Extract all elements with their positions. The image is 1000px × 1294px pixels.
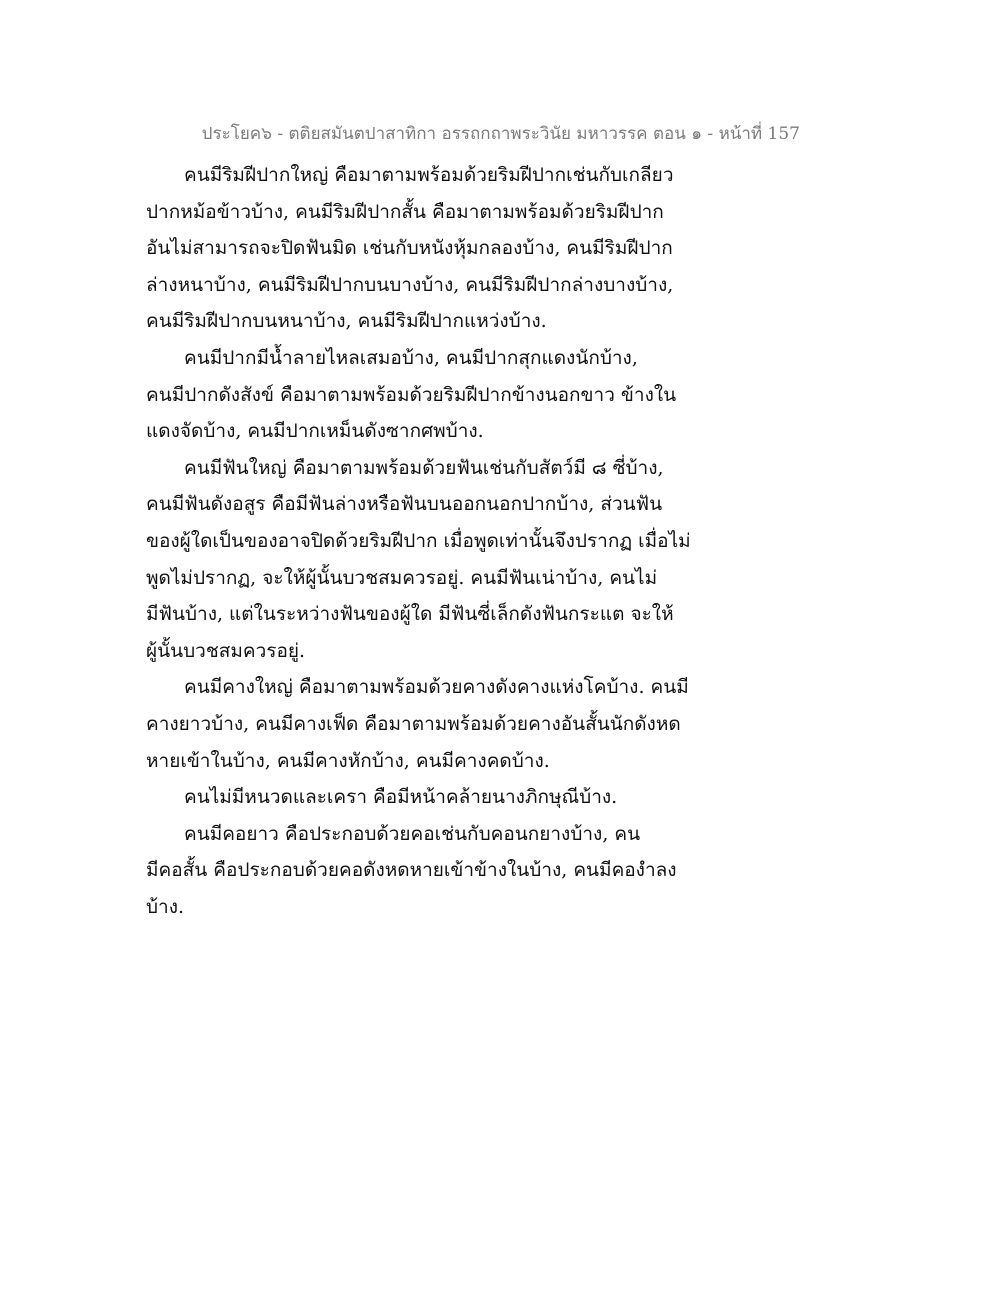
text-line: คนมีฟันดังอสูร คือมีฟันล่างหรือฟันบนออกนอกปากบ้าง, ส่วนฟัน bbox=[146, 493, 663, 516]
text-line: คนมีริมฝีปากใหญ่ คือมาตามพร้อมด้วยริมฝีปากเช่นกับเกลียว bbox=[184, 164, 674, 186]
text-line: พูดไม่ปรากฏ, จะให้ผู้นั้นบวชสมควรอยู่. คนมีฟันเน่าบ้าง, คนไม่ bbox=[146, 566, 658, 589]
running-header: ประโยค๖ - ตติยสมันตปาสาทิกา อรรถกถาพระวินัย มหาวรรค ตอน ๑ - หน้าที่ 157 bbox=[201, 124, 800, 144]
text-line: มีฟันบ้าง, แต่ในระหว่างฟันของผู้ใด มีฟันซี่เล็กดังฟันกระแต จะให้ bbox=[146, 603, 674, 626]
paragraph-lips bbox=[146, 157, 706, 340]
paragraph-mouth bbox=[146, 340, 706, 450]
text-line: คนมีคอยาว คือประกอบด้วยคอเช่นกับคอนกยางบ้าง, คน bbox=[184, 822, 641, 845]
text-line: หายเข้าในบ้าง, คนมีคางหักบ้าง, คนมีคางคดบ้าง. bbox=[146, 749, 550, 772]
text-line: ผู้นั้นบวชสมควรอยู่. bbox=[146, 639, 306, 662]
text-line: คนไม่มีหนวดและเครา คือมีหน้าคล้ายนางภิกษุณีบ้าง. bbox=[184, 786, 618, 809]
text-line: ล่างหนาบ้าง, คนมีริมฝีปากบนบางบ้าง, คนมีริมฝีปากล่างบางบ้าง, bbox=[146, 273, 674, 296]
text-line: อันไม่สามารถจะปิดฟันมิด เช่นกับหนังหุ้มกลองบ้าง, คนมีริมฝีปาก bbox=[146, 237, 673, 260]
paragraph-beard bbox=[146, 779, 706, 816]
body-text bbox=[146, 157, 706, 925]
text-line: มีคอสั้น คือประกอบด้วยคอดังหดหายเข้าข้างในบ้าง, คนมีคองำลง bbox=[146, 859, 677, 882]
text-line: ของผู้ใดเป็นของอาจปิดด้วยริมฝีปาก เมื่อพูดเท่านั้นจึงปรากฏ เมื่อไม่ bbox=[146, 529, 691, 552]
text-line: คนมีริมฝีปากบนหนาบ้าง, คนมีริมฝีปากแหว่งบ้าง. bbox=[146, 310, 547, 333]
text-line: บ้าง. bbox=[146, 895, 185, 918]
text-line: ปากหม้อข้าวบ้าง, คนมีริมฝีปากสั้น คือมาตามพร้อมด้วยริมฝีปาก bbox=[146, 200, 664, 223]
paragraph-neck bbox=[146, 816, 706, 926]
text-line: คางยาวบ้าง, คนมีคางเฟ็ด คือมาตามพร้อมด้วยคางอันสั้นนักดังหด bbox=[146, 712, 681, 735]
text-line: คนมีคางใหญ่ คือมาตามพร้อมด้วยคางดังคางแห่งโคบ้าง. คนมี bbox=[184, 676, 689, 699]
paragraph-chin bbox=[146, 669, 706, 779]
text-line: คนมีฟันใหญ่ คือมาตามพร้อมด้วยฟันเช่นกับสัตว์มี ๘ ซี่บ้าง, bbox=[184, 456, 664, 479]
text-line: คนมีปากดังสังข์ คือมาตามพร้อมด้วยริมฝีปากข้างนอกขาว ข้างใน bbox=[146, 383, 677, 406]
text-line: คนมีปากมีน้ำลายไหลเสมอบ้าง, คนมีปากสุกแดงนักบ้าง, bbox=[184, 346, 638, 369]
paragraph-teeth bbox=[146, 450, 706, 670]
text-line: แดงจัดบ้าง, คนมีปากเหม็นดังซากศพบ้าง. bbox=[146, 420, 484, 443]
